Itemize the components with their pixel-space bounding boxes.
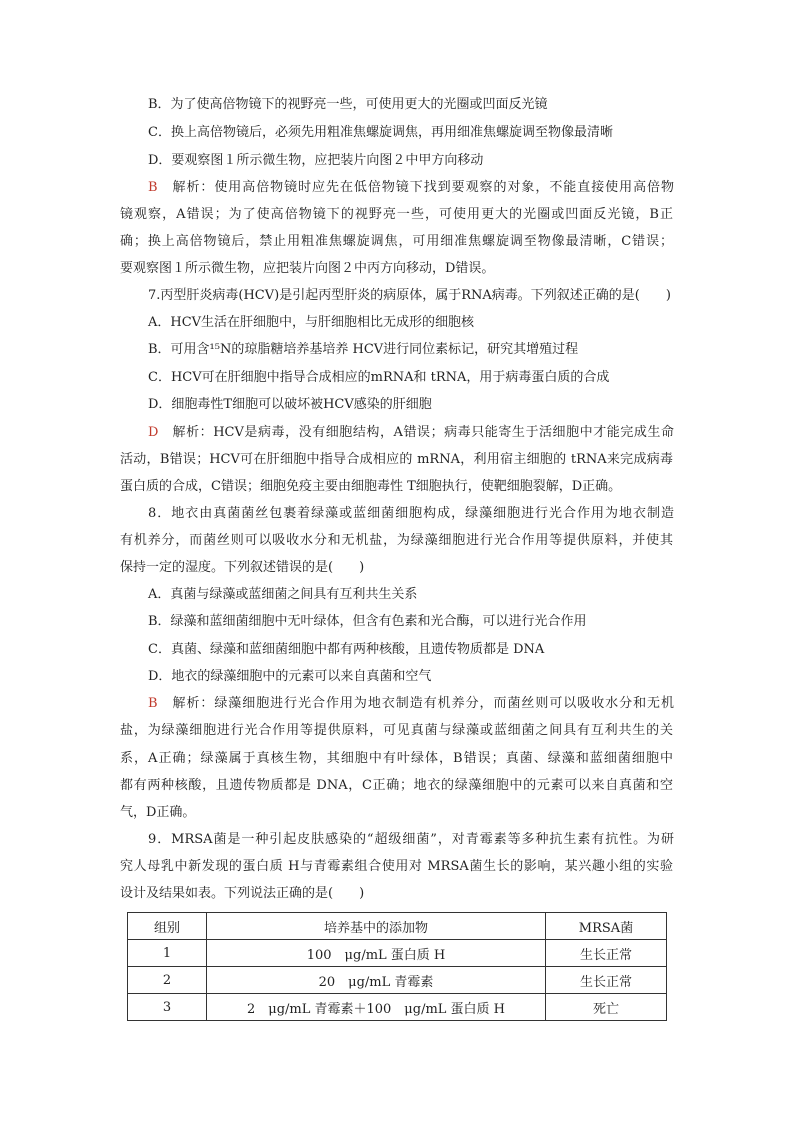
q6-option-c: C．换上高倍物镜后，必须先用粗准焦螺旋调焦，再用细准焦螺旋调至物像最清晰 bbox=[148, 125, 613, 140]
q9-stem-line-3: 设计及结果如表。下列说法正确的是( ) bbox=[120, 886, 365, 901]
q9-stem-line-1: 9．MRSA菌是一种引起皮肤感染的“超级细菌”，对青霉素等多种抗生素有抗性。为研 bbox=[148, 832, 674, 847]
table-header-cell: 培养基中的添加物 bbox=[207, 913, 546, 940]
q8-stem-line-1: 8．地衣由真菌菌丝包裹着绿藻或蓝细菌细胞构成，绿藻细胞进行光合作用为地衣制造 bbox=[148, 506, 674, 521]
q7-option-d: D．细胞毒性T细胞可以破坏被HCV感染的肝细胞 bbox=[148, 397, 432, 412]
q8-solution-line-2: 盐，为绿藻细胞进行光合作用等提供原料，可见真菌与绿藻或蓝细菌之间具有互利共生的关 bbox=[120, 723, 673, 738]
table-cell: 2 bbox=[128, 967, 207, 994]
q9-stem-line-2: 究人母乳中新发现的蛋白质 H与青霉素组合使用对 MRSA菌生长的影响，某兴趣小组的实验 bbox=[120, 859, 673, 874]
q8-answer: B bbox=[148, 696, 158, 711]
q8-option-a: A．真菌与绿藻或蓝细菌之间具有互利共生关系 bbox=[148, 587, 418, 602]
table-cell: 100 μg/mL 蛋白质 H bbox=[207, 940, 546, 967]
table-header-cell: 组别 bbox=[128, 913, 207, 940]
q8-option-d: D．地衣的绿藻细胞中的元素可以来自真菌和空气 bbox=[148, 669, 432, 684]
q7-option-b: B．可用含¹⁵N的琼脂糖培养基培养 HCV进行同位素标记，研究其增殖过程 bbox=[148, 342, 579, 357]
q7-solution-line-3: 蛋白质的合成，C错误；细胞免疫主要由细胞毒性 T细胞执行，使靶细胞裂解，D正确。 bbox=[120, 479, 622, 494]
q7-stem: 7.丙型肝炎病毒(HCV)是引起丙型肝炎的病原体，属于RNA病毒。下列叙述正确的是( ) bbox=[148, 288, 671, 303]
q7-option-c: C．HCV可在肝细胞中指导合成相应的mRNA和 tRNA，用于病毒蛋白质的合成 bbox=[148, 370, 610, 385]
q8-solution-line-3: 系，A正确；绿藻属于真核生物，其细胞中有叶绿体，B错误；真菌、绿藻和蓝细菌细胞中 bbox=[120, 751, 673, 766]
q6-option-d: D．要观察图１所示微生物，应把装片向图２中甲方向移动 bbox=[148, 153, 484, 168]
q8-option-c: C．真菌、绿藻和蓝细菌细胞中都有两种核酸，且遗传物质都是 DNA bbox=[148, 642, 545, 657]
table-header-cell: MRSA菌 bbox=[546, 913, 667, 940]
q6-answer: B bbox=[148, 180, 158, 195]
q8-option-b: B．绿藻和蓝细菌细胞中无叶绿体，但含有色素和光合酶，可以进行光合作用 bbox=[148, 614, 587, 629]
table-row bbox=[128, 967, 667, 994]
q7-answer: D bbox=[148, 425, 159, 440]
q8-stem-line-3: 保持一定的湿度。下列叙述错误的是( ) bbox=[120, 560, 365, 575]
table-cell: 2 μg/mL 青霉素＋100 μg/mL 蛋白质 H bbox=[207, 994, 546, 1021]
table-header-row bbox=[128, 913, 667, 940]
table-cell: 3 bbox=[128, 994, 207, 1021]
q8-stem-line-2: 有机养分，而菌丝则可以吸收水分和无机盐，为绿藻细胞进行光合作用等提供原料，并使其 bbox=[120, 533, 673, 548]
q6-solution-line-2: 镜观察，A错误；为了使高倍物镜下的视野亮一些，可使用更大的光圈或凹面反光镜，B正 bbox=[120, 207, 673, 222]
q8-solution-line-5: 气，D正确。 bbox=[120, 805, 196, 820]
table-row bbox=[128, 940, 667, 967]
q6-solution-line-4: 要观察图１所示微生物，应把装片向图２中丙方向移动，D错误。 bbox=[120, 261, 495, 276]
q9-data-table bbox=[127, 912, 667, 1021]
table-cell: 生长正常 bbox=[546, 967, 667, 994]
q6-solution-line-1: B 解析：使用高倍物镜时应先在低倍物镜下找到要观察的对象，不能直接使用高倍物 bbox=[148, 180, 674, 195]
q7-solution-line-1: D 解析：HCV是病毒，没有细胞结构，A错误；病毒只能寄生于活细胞中才能完成生命 bbox=[148, 425, 674, 440]
table-cell: 生长正常 bbox=[546, 940, 667, 967]
q7-solution-line-2: 活动，B错误；HCV可在肝细胞中指导合成相应的 mRNA，利用宿主细胞的 tRNA来完成病毒 bbox=[120, 452, 673, 467]
table-cell: 20 μg/mL 青霉素 bbox=[207, 967, 546, 994]
q8-solution-line-1: B 解析：绿藻细胞进行光合作用为地衣制造有机养分，而菌丝则可以吸收水分和无机 bbox=[148, 696, 674, 711]
table-row bbox=[128, 994, 667, 1021]
table-cell: 1 bbox=[128, 940, 207, 967]
table-cell: 死亡 bbox=[546, 994, 667, 1021]
q8-solution-line-4: 都有两种核酸，且遗传物质都是 DNA，C正确；地衣的绿藻细胞中的元素可以来自真菌和空 bbox=[120, 778, 673, 793]
q7-option-a: A．HCV生活在肝细胞中，与肝细胞相比无成形的细胞核 bbox=[148, 315, 475, 330]
q6-option-b: B．为了使高倍物镜下的视野亮一些，可使用更大的光圈或凹面反光镜 bbox=[148, 97, 548, 112]
q6-solution-line-3: 确；换上高倍物镜后，禁止用粗准焦螺旋调焦，可用细准焦螺旋调至物像最清晰，C错误； bbox=[120, 234, 673, 249]
